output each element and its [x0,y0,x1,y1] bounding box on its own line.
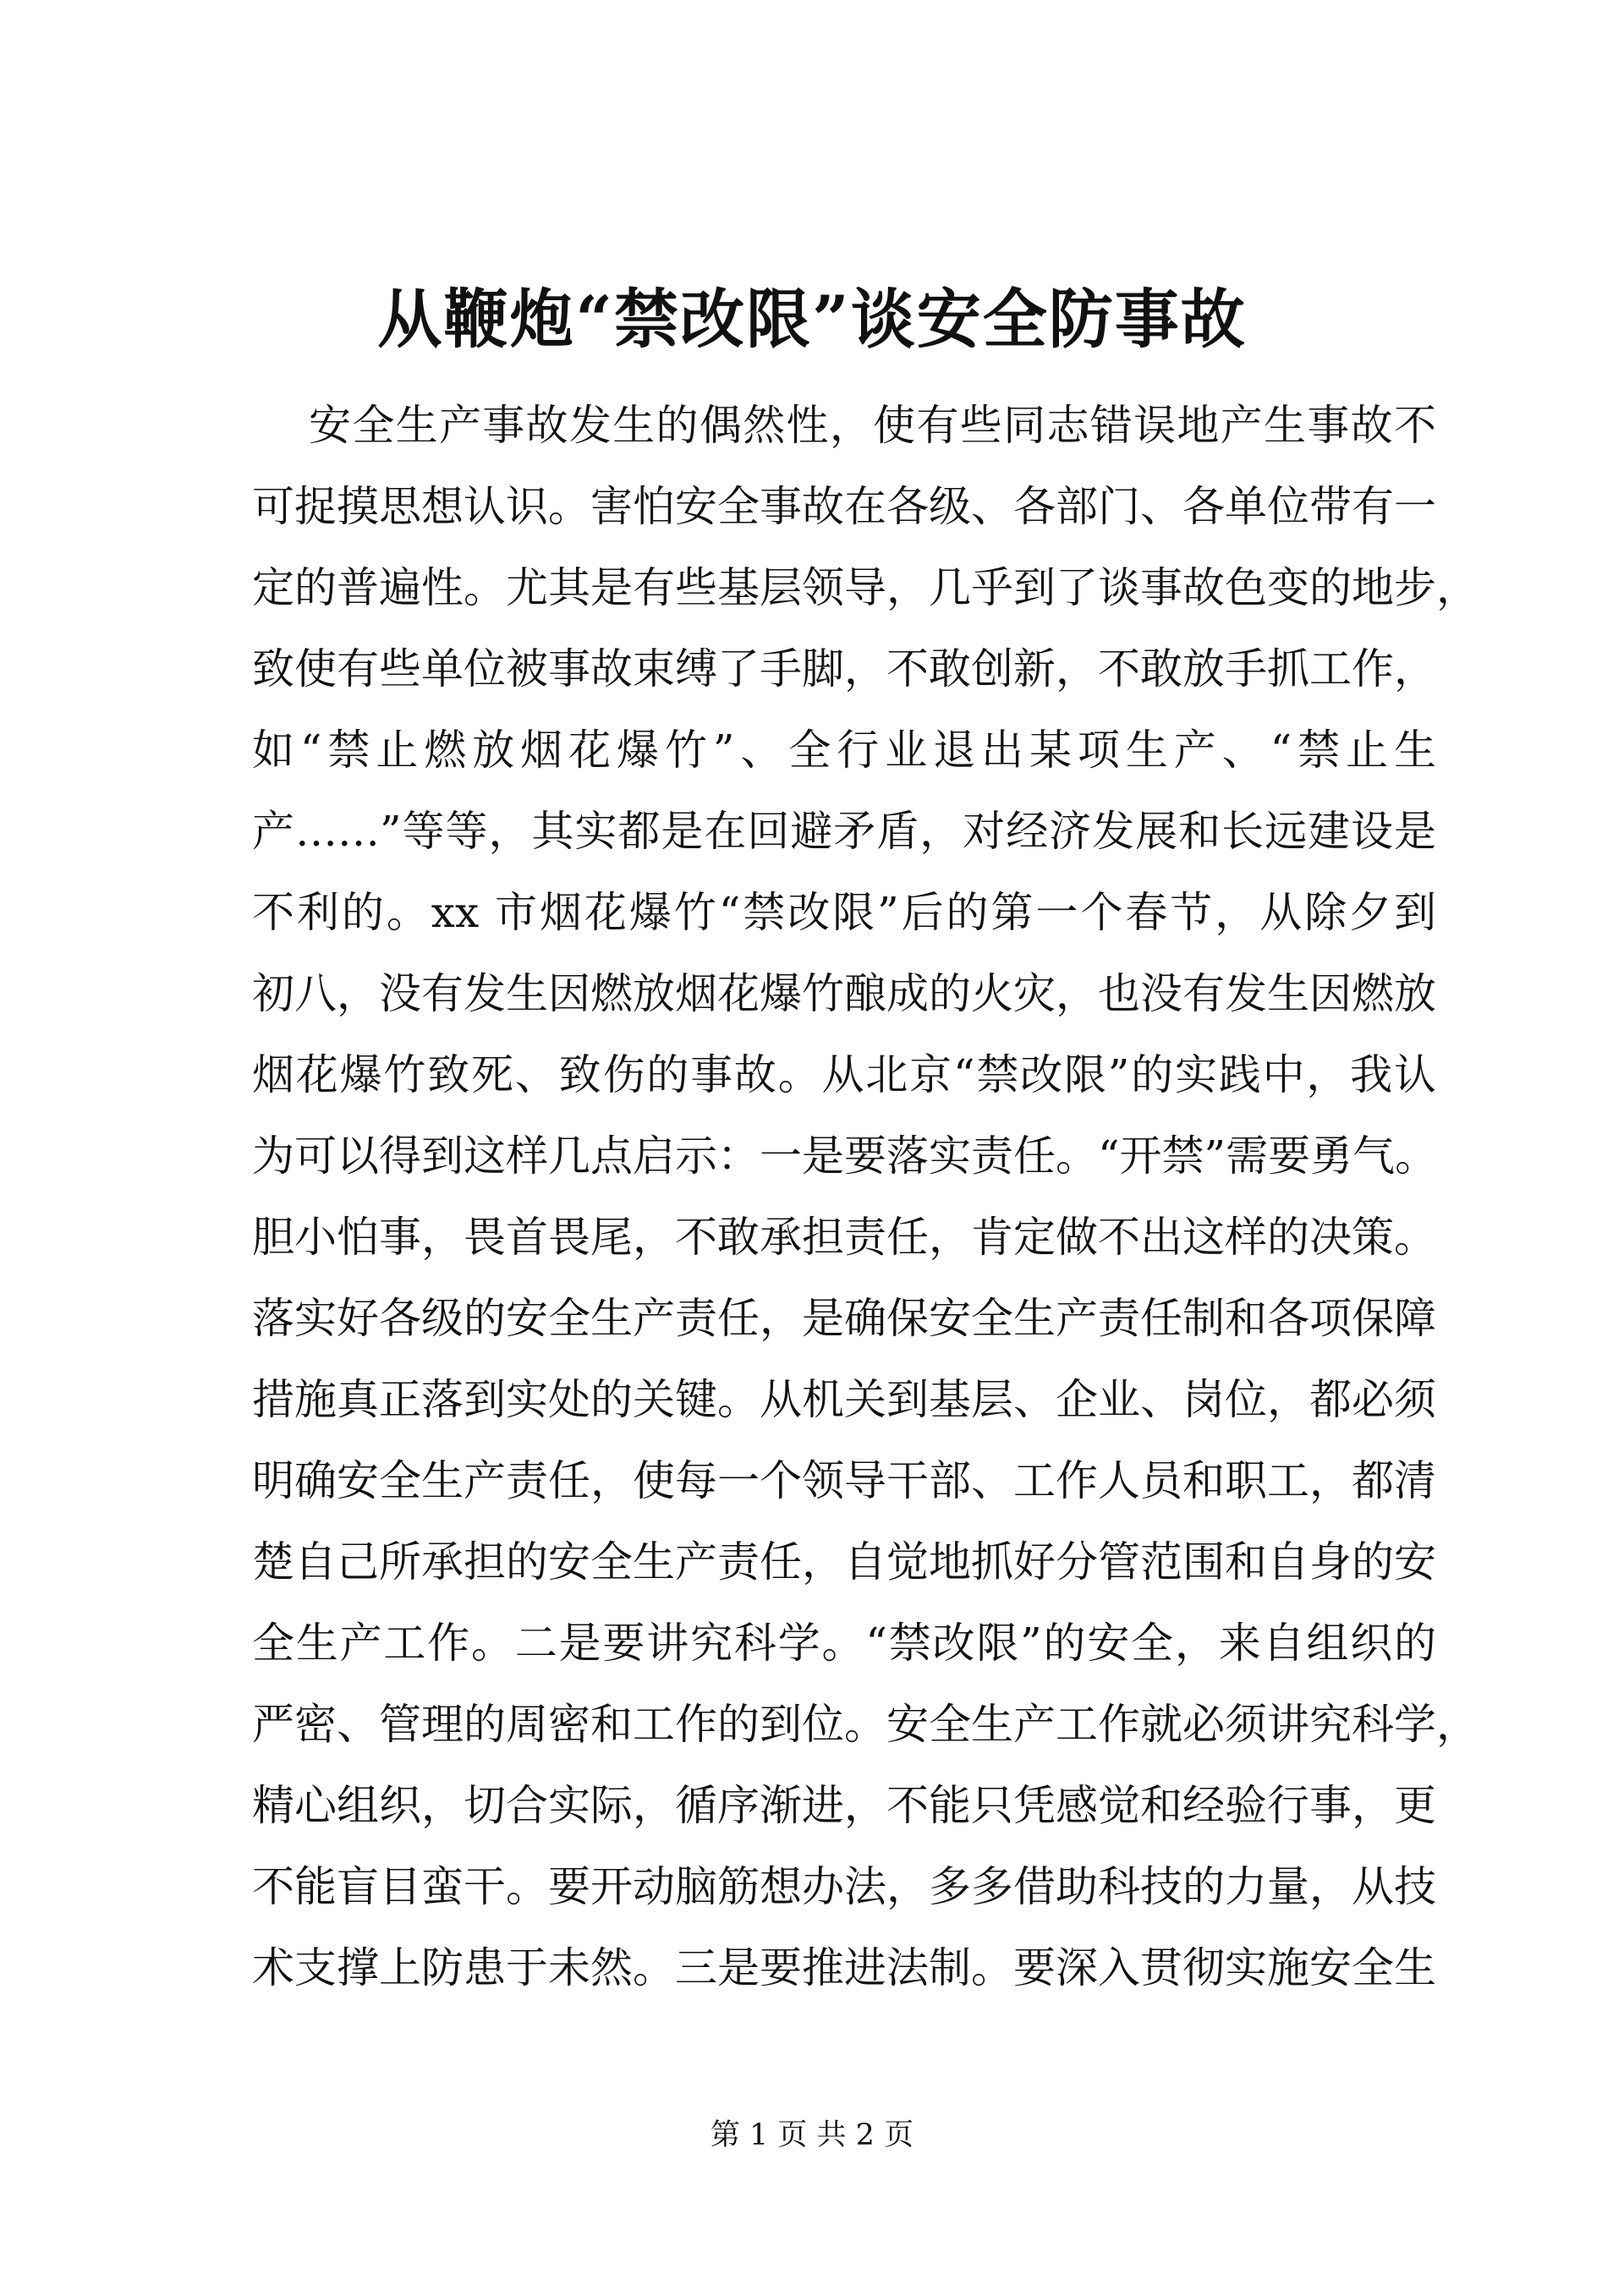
document-body [252,385,1479,2008]
page-number-footer: 第 1 页 共 2 页 [710,2118,914,2152]
body-line: 为可以得到这样几点启示：一是要落实责任。“开禁”需要勇气。 [252,1132,1438,1181]
body-line: 不能盲目蛮干。要开动脑筋想办法，多多借助科技的力量，从技 [252,1862,1436,1911]
body-line: 术支撑上防患于未然。三是要推进法制。要深入贯彻实施安全生 [252,1943,1436,1992]
body-line: 初八，没有发生因燃放烟花爆竹酿成的火灾，也没有发生因燃放 [252,969,1436,1018]
body-line: 精心组织，切合实际，循序渐进，不能只凭感觉和经验行事，更 [252,1781,1436,1830]
body-line: 安全生产事故发生的偶然性，使有些同志错误地产生事故不 [309,401,1436,450]
body-line: 胆小怕事，畏首畏尾，不敢承担责任，肯定做不出这样的决策。 [252,1213,1436,1262]
body-line: 烟花爆竹致死、致伤的事故。从北京“禁改限”的实践中，我认 [252,1050,1436,1099]
body-line: 不利的。xx 市烟花爆竹“禁改限”后的第一个春节，从除夕到 [252,888,1436,937]
body-line: 如“禁止燃放烟花爆竹”、全行业退出某项生产、“禁止生 [252,726,1436,775]
body-line: 定的普遍性。尤其是有些基层领导，几乎到了谈事故色变的地步， [252,563,1479,612]
body-line: 致使有些单位被事故束缚了手脚，不敢创新，不敢放手抓工作， [252,644,1436,693]
body-line: 严密、管理的周密和工作的到位。安全生产工作就必须讲究科学， [252,1700,1479,1749]
body-line: 楚自己所承担的安全生产责任，自觉地抓好分管范围和自身的安 [252,1537,1436,1586]
body-line: 明确安全生产责任，使每一个领导干部、工作人员和职工，都清 [252,1456,1436,1505]
body-line: 措施真正落到实处的关键。从机关到基层、企业、岗位，都必须 [252,1375,1436,1424]
body-line: 可捉摸思想认识。害怕安全事故在各级、各部门、各单位带有一 [252,482,1436,531]
document-title: 从鞭炮“禁改限”谈安全防事故 [377,282,1247,357]
body-line: 落实好各级的安全生产责任，是确保安全生产责任制和各项保障 [252,1294,1436,1343]
body-line: 产……”等等，其实都是在回避矛盾，对经济发展和长远建设是 [252,807,1436,856]
body-line: 全生产工作。二是要讲究科学。“禁改限”的安全，来自组织的 [252,1619,1436,1668]
